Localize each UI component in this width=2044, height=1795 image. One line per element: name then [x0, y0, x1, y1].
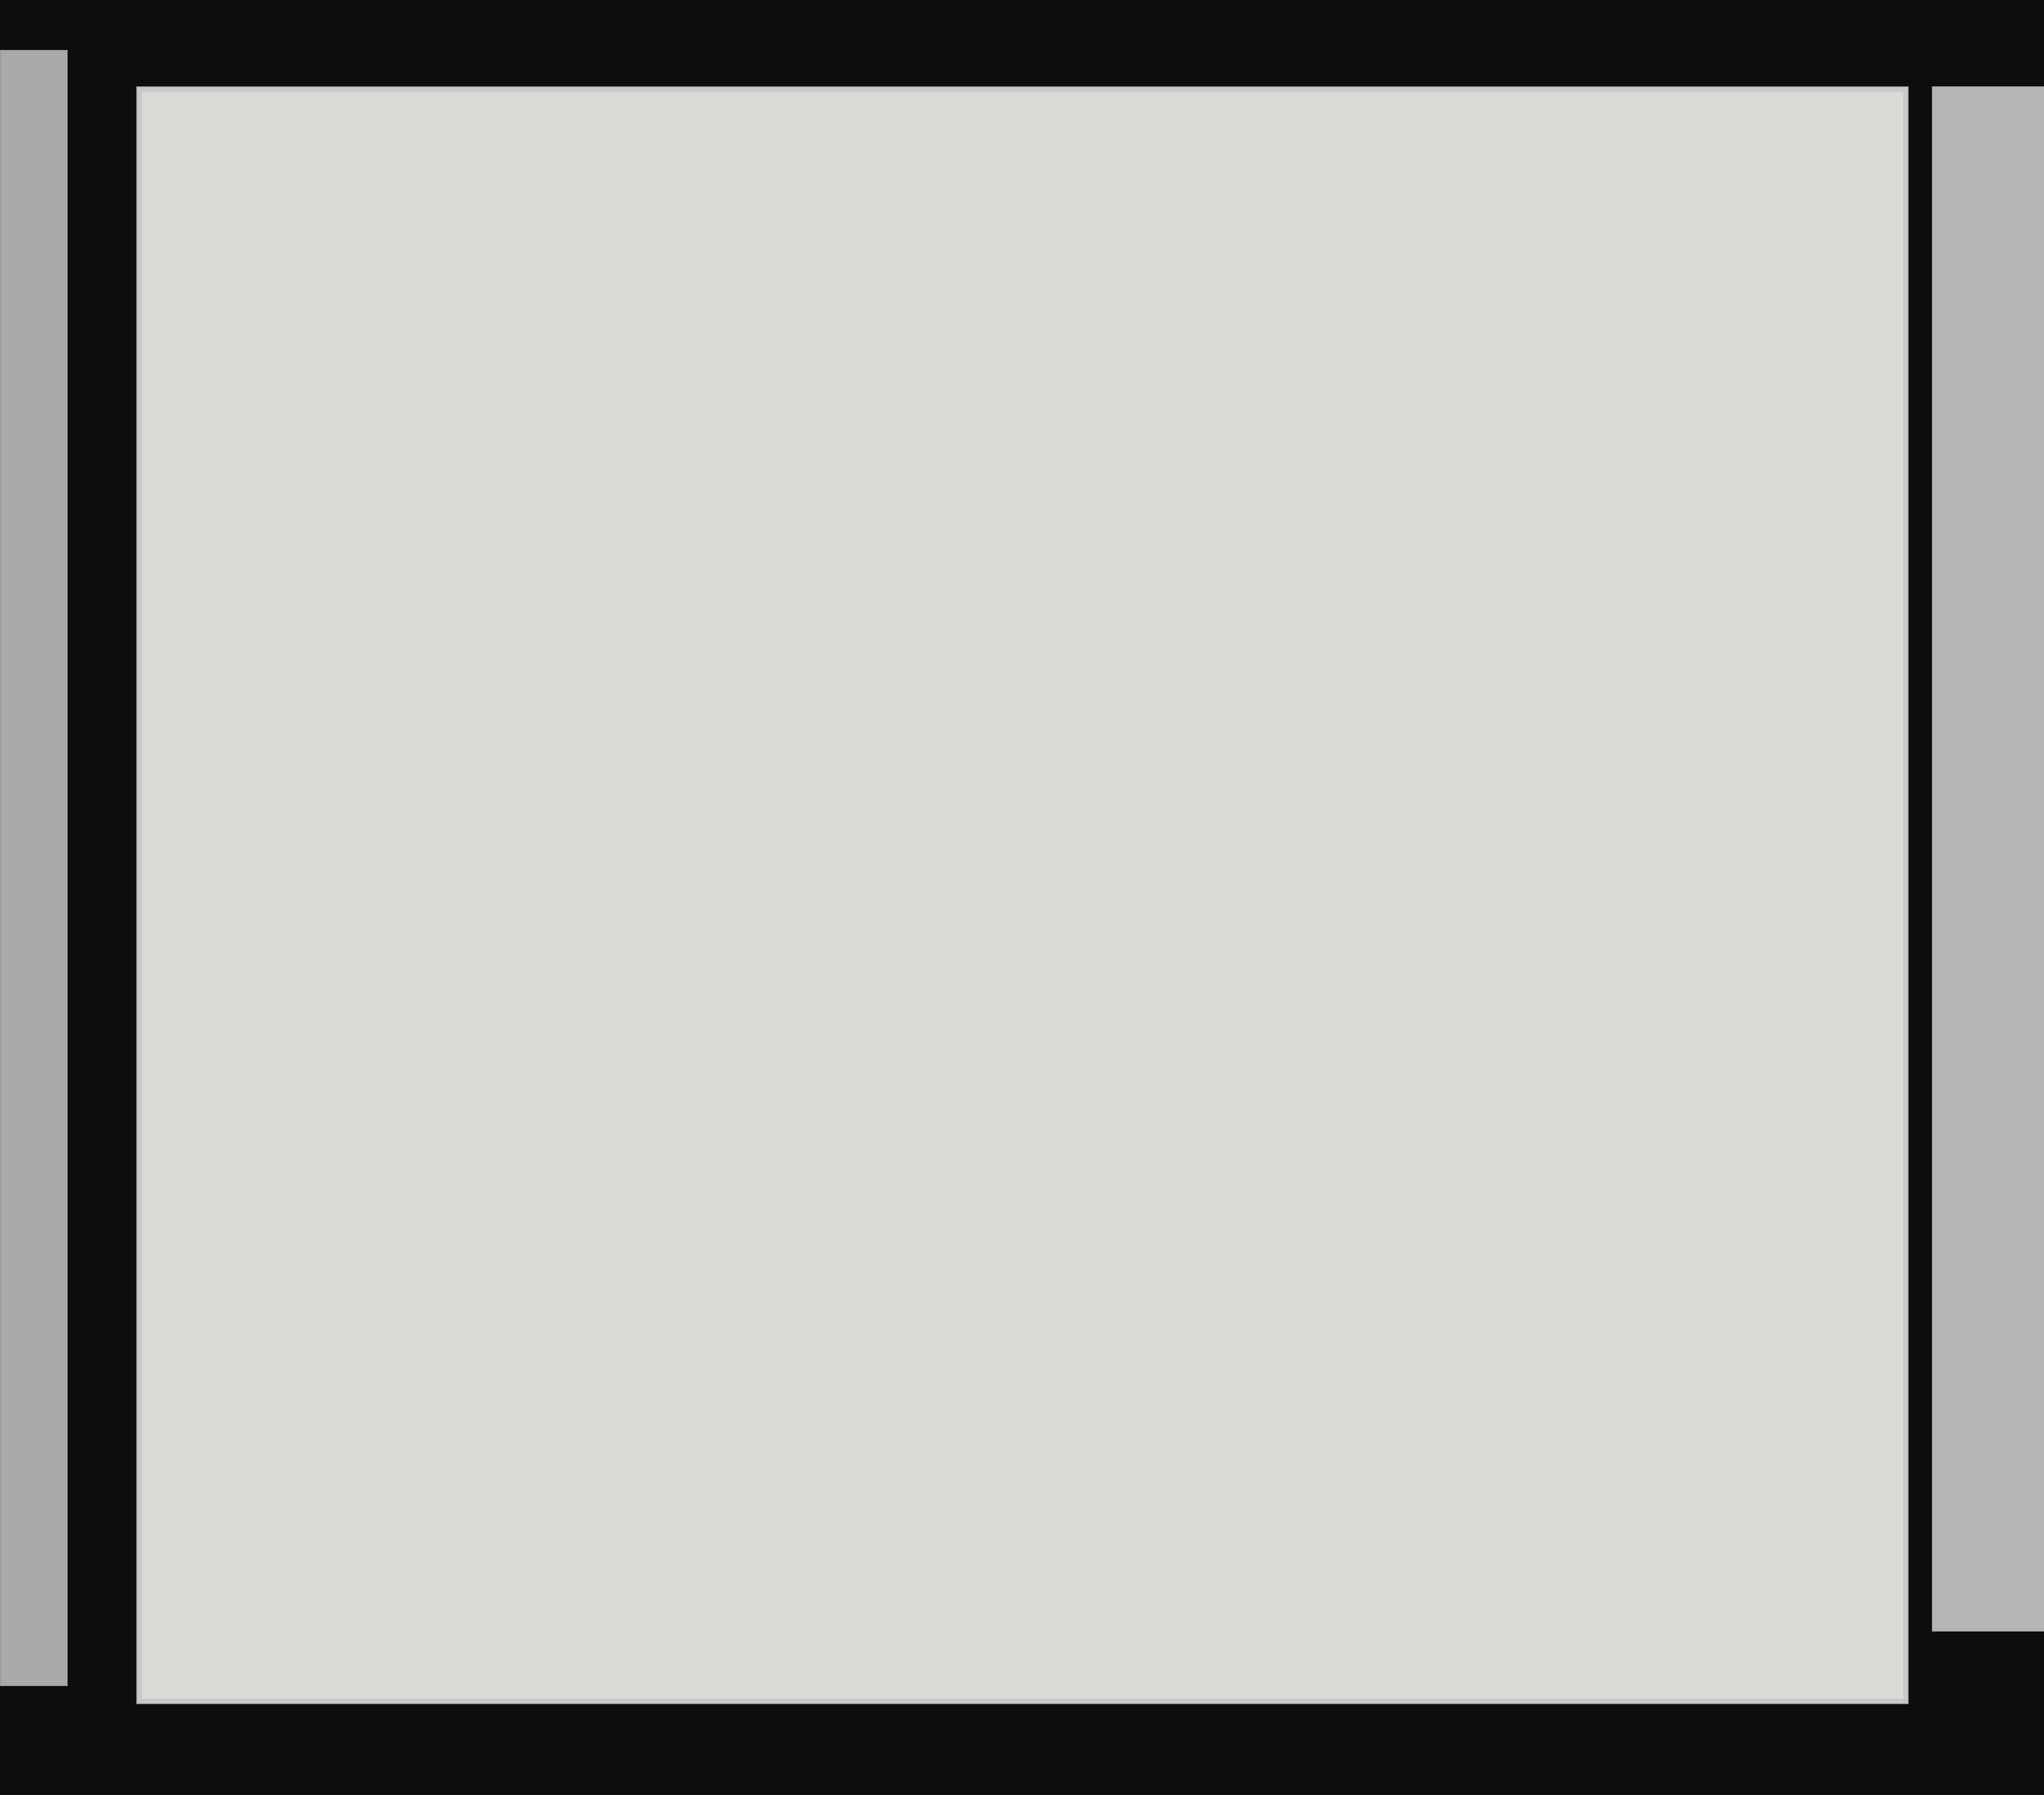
back-sheet-left — [0, 50, 68, 1686]
manifest-sheet — [136, 86, 1909, 1704]
table-grid — [137, 87, 1908, 1703]
ship-line — [591, 256, 1100, 281]
back-sheet-right — [1932, 86, 2044, 1632]
